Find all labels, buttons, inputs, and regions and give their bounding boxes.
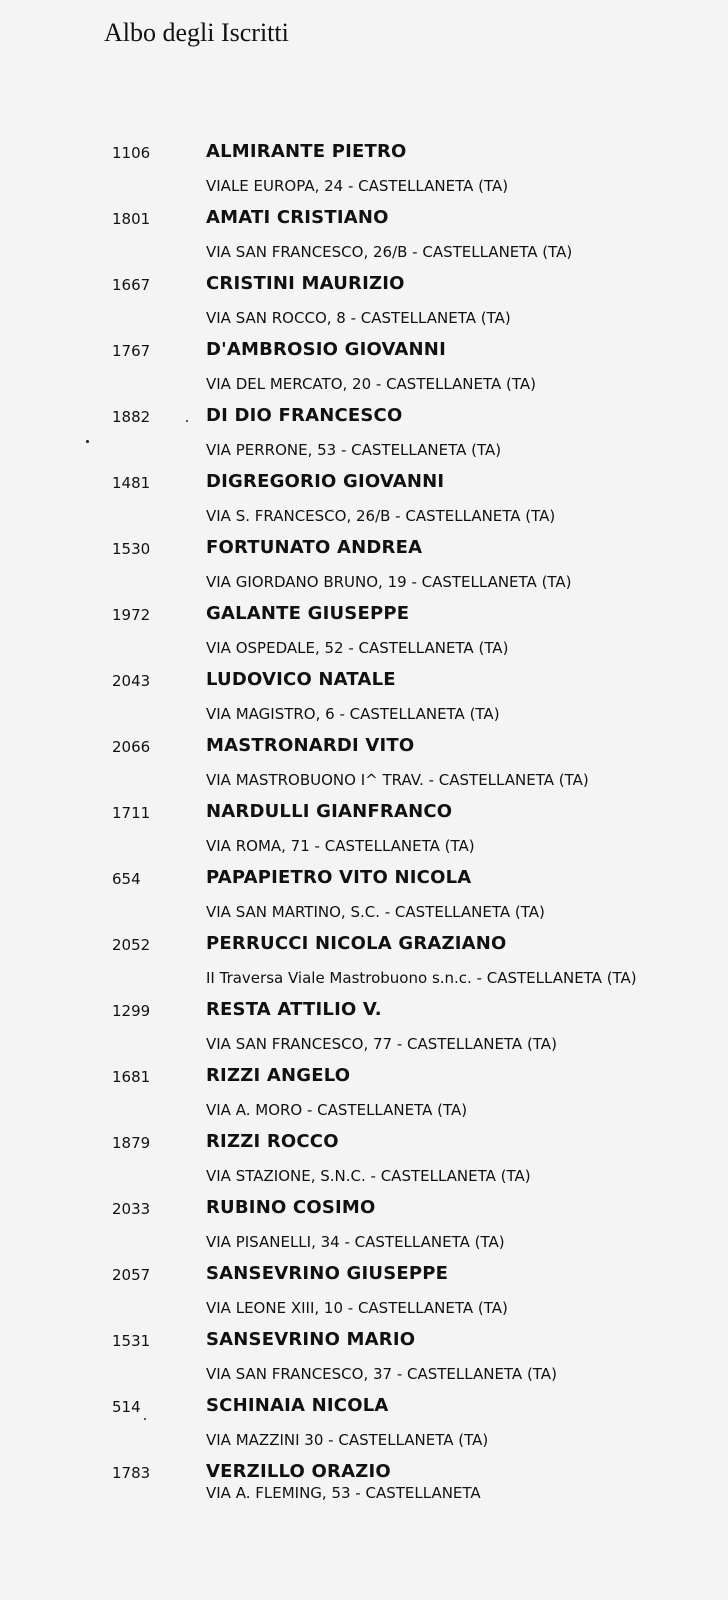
member-address: VIA MAGISTRO, 6 - CASTELLANETA (TA) xyxy=(206,705,500,723)
member-address: VIA ROMA, 71 - CASTELLANETA (TA) xyxy=(206,837,475,855)
registration-number: 514 xyxy=(112,1398,141,1416)
list-item xyxy=(0,598,728,664)
member-address: VIA LEONE XIII, 10 - CASTELLANETA (TA) xyxy=(206,1299,508,1317)
member-name: NARDULLI GIANFRANCO xyxy=(206,801,453,822)
member-name: PERRUCCI NICOLA GRAZIANO xyxy=(206,933,507,954)
list-item xyxy=(0,1192,728,1258)
registration-number: 1767 xyxy=(112,342,151,360)
list-item xyxy=(0,466,728,532)
member-address: VIA STAZIONE, S.N.C. - CASTELLANETA (TA) xyxy=(206,1167,531,1185)
member-name: DI DIO FRANCESCO xyxy=(206,405,403,426)
member-name: RUBINO COSIMO xyxy=(206,1197,376,1218)
list-item xyxy=(0,1258,728,1324)
member-name: PAPAPIETRO VITO NICOLA xyxy=(206,867,472,888)
member-name: DIGREGORIO GIOVANNI xyxy=(206,471,445,492)
registration-number: 1481 xyxy=(112,474,151,492)
registration-number: 2043 xyxy=(112,672,151,690)
registry-list xyxy=(0,136,728,1502)
list-item xyxy=(0,1390,728,1456)
member-address: VIA PISANELLI, 34 - CASTELLANETA (TA) xyxy=(206,1233,505,1251)
member-address: VIA S. FRANCESCO, 26/B - CASTELLANETA (TA) xyxy=(206,507,556,525)
list-item xyxy=(0,862,728,928)
registration-number: 1801 xyxy=(112,210,151,228)
member-address: VIA A. MORO - CASTELLANETA (TA) xyxy=(206,1101,468,1119)
list-item xyxy=(0,1060,728,1126)
member-name: SCHINAIA NICOLA xyxy=(206,1395,389,1416)
member-address: VIA PERRONE, 53 - CASTELLANETA (TA) xyxy=(206,441,502,459)
list-item xyxy=(0,928,728,994)
member-name: FORTUNATO ANDREA xyxy=(206,537,423,558)
registration-number: 1531 xyxy=(112,1332,151,1350)
member-name: RIZZI ANGELO xyxy=(206,1065,351,1086)
registration-number: 1882 xyxy=(112,408,151,426)
scan-speck xyxy=(144,1418,146,1420)
list-item xyxy=(0,1324,728,1390)
member-address: VIA SAN FRANCESCO, 26/B - CASTELLANETA (TA) xyxy=(206,243,573,261)
registration-number: 1879 xyxy=(112,1134,151,1152)
list-item xyxy=(0,532,728,598)
registration-number: 1667 xyxy=(112,276,151,294)
member-name: CRISTINI MAURIZIO xyxy=(206,273,405,294)
member-name: RIZZI ROCCO xyxy=(206,1131,339,1152)
registration-number: 1299 xyxy=(112,1002,151,1020)
member-name: LUDOVICO NATALE xyxy=(206,669,396,690)
member-name: ALMIRANTE PIETRO xyxy=(206,141,407,162)
registration-number: 1106 xyxy=(112,144,151,162)
list-item xyxy=(0,136,728,202)
list-item xyxy=(0,268,728,334)
member-address: VIA SAN FRANCESCO, 77 - CASTELLANETA (TA) xyxy=(206,1035,557,1053)
list-item xyxy=(0,730,728,796)
page-title: Albo degli Iscritti xyxy=(104,18,289,47)
registration-number: 1972 xyxy=(112,606,151,624)
member-name: SANSEVRINO GIUSEPPE xyxy=(206,1263,449,1284)
list-item xyxy=(0,994,728,1060)
member-name: MASTRONARDI VITO xyxy=(206,735,415,756)
registration-number: 2052 xyxy=(112,936,151,954)
list-item xyxy=(0,796,728,862)
member-name: SANSEVRINO MARIO xyxy=(206,1329,416,1350)
member-address: VIA A. FLEMING, 53 - CASTELLANETA xyxy=(206,1484,481,1502)
member-address: VIA SAN MARTINO, S.C. - CASTELLANETA (TA) xyxy=(206,903,545,921)
list-item xyxy=(0,202,728,268)
registration-number: 1681 xyxy=(112,1068,151,1086)
registration-number: 654 xyxy=(112,870,141,888)
member-address: VIA GIORDANO BRUNO, 19 - CASTELLANETA (TA) xyxy=(206,573,572,591)
registration-number: 2057 xyxy=(112,1266,151,1284)
member-address: VIA MAZZINI 30 - CASTELLANETA (TA) xyxy=(206,1431,489,1449)
member-name: GALANTE GIUSEPPE xyxy=(206,603,410,624)
member-name: AMATI CRISTIANO xyxy=(206,207,389,228)
scan-speck xyxy=(186,420,188,422)
member-address: VIALE EUROPA, 24 - CASTELLANETA (TA) xyxy=(206,177,509,195)
list-item xyxy=(0,1456,728,1502)
registration-number: 2033 xyxy=(112,1200,151,1218)
list-item xyxy=(0,664,728,730)
registration-number: 1711 xyxy=(112,804,151,822)
member-address: VIA OSPEDALE, 52 - CASTELLANETA (TA) xyxy=(206,639,509,657)
member-name: RESTA ATTILIO V. xyxy=(206,999,382,1020)
list-item xyxy=(0,334,728,400)
member-address: VIA DEL MERCATO, 20 - CASTELLANETA (TA) xyxy=(206,375,536,393)
member-address: VIA SAN FRANCESCO, 37 - CASTELLANETA (TA) xyxy=(206,1365,557,1383)
registration-number: 1530 xyxy=(112,540,151,558)
list-item xyxy=(0,400,728,466)
list-item xyxy=(0,1126,728,1192)
member-name: VERZILLO ORAZIO xyxy=(206,1461,391,1482)
member-address: VIA MASTROBUONO I^ TRAV. - CASTELLANETA (TA) xyxy=(206,771,589,789)
registration-number: 2066 xyxy=(112,738,151,756)
registration-number: 1783 xyxy=(112,1464,151,1482)
member-name: D'AMBROSIO GIOVANNI xyxy=(206,339,446,360)
member-address: VIA SAN ROCCO, 8 - CASTELLANETA (TA) xyxy=(206,309,511,327)
member-address: II Traversa Viale Mastrobuono s.n.c. - CASTELLANETA (TA) xyxy=(206,969,637,987)
scan-speck xyxy=(86,440,89,443)
